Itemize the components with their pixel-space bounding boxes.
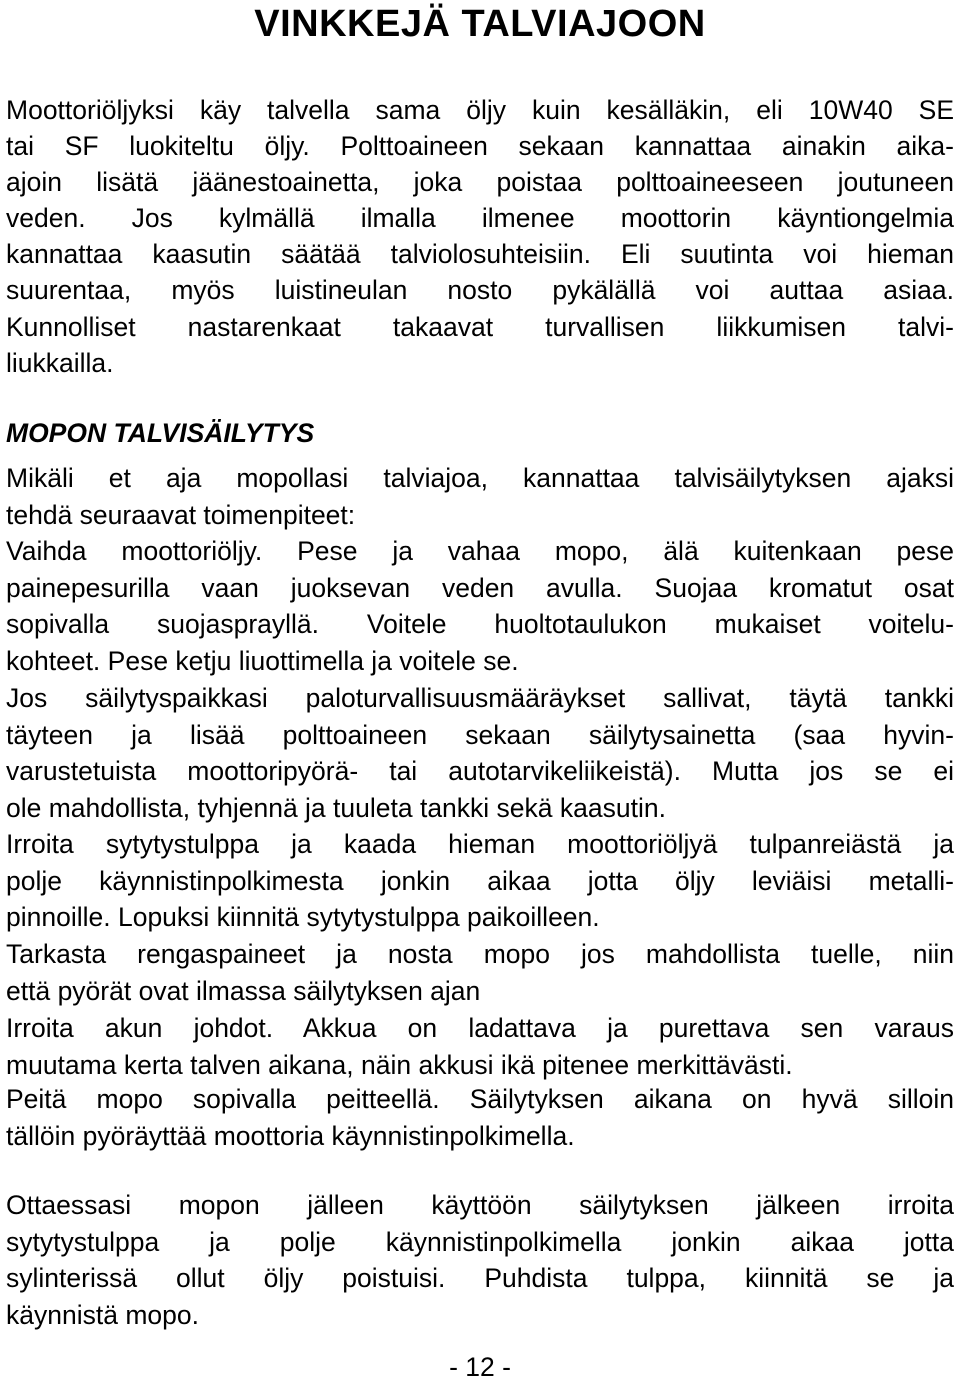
intro-line: liukkailla. xyxy=(6,347,114,378)
tire-line: Tarkasta rengaspaineet ja nosta mopo jos mahdollista tuelle, niin xyxy=(6,939,954,969)
storage-line: painepesurilla vaan juoksevan veden avulla. Suojaa kromatut osat xyxy=(6,572,954,603)
intro-line: Kunnolliset nastarenkaat takaavat turvallisen liikkumisen talvi- xyxy=(6,311,954,342)
after-line: sylinterissä ollut öljy poistuisi. Puhdista tulppa, kiinnitä se ja xyxy=(6,1263,954,1294)
tire-line: että pyörät ovat ilmassa säilytyksen ajan xyxy=(6,975,481,1006)
plug-line: polje käynnistinpolkimesta jonkin aikaa jotta öljy leviäisi metalli- xyxy=(6,865,954,896)
tank-line: varustetuista moottoripyörä- tai autotarvikeliikeistä). Mutta jos se ei xyxy=(6,756,954,787)
storage-intro-paragraph xyxy=(6,460,954,680)
plug-line: pinnoille. Lopuksi kiinnitä sytytystulppa paikoilleen. xyxy=(6,902,600,933)
intro-line: suurentaa, myös luistineulan nosto pykälällä voi auttaa asiaa. xyxy=(6,275,954,306)
fuel-tank-paragraph xyxy=(6,680,954,826)
intro-line: kannattaa kaasutin säätää talviolosuhteisiin. Eli suutinta voi hieman xyxy=(6,239,954,270)
storage-line: kohteet. Pese ketju liuottimella ja voitele se. xyxy=(6,645,519,676)
page-number: - 12 - xyxy=(449,1352,511,1382)
cover-paragraph xyxy=(6,1081,954,1154)
tire-pressure-paragraph xyxy=(6,936,954,1009)
storage-line: tehdä seuraavat toimenpiteet: xyxy=(6,499,356,530)
cover-line: Peitä mopo sopivalla peitteellä. Säilytyksen aikana on hyvä silloin xyxy=(6,1084,954,1114)
storage-line: Mikäli et aja mopollasi talviajoa, kannattaa talvisäilytyksen ajaksi xyxy=(6,463,954,493)
battery-line: Irroita akun johdot. Akkua on ladattava ja purettava sen varaus xyxy=(6,1013,954,1043)
page-title: VINKKEJÄ TALVIAJOON xyxy=(254,3,706,45)
after-line: sytytystulppa ja polje käynnistinpolkimella jonkin aikaa jotta xyxy=(6,1226,954,1257)
tank-line: Jos säilytyspaikkasi paloturvallisuusmääräykset sallivat, täytä tankki xyxy=(6,683,954,713)
intro-line: Moottoriöljyksi käy talvella sama öljy kuin kesälläkin, eli 10W40 SE xyxy=(6,95,954,125)
storage-line: Vaihda moottoriöljy. Pese ja vahaa mopo, älä kuitenkaan pese xyxy=(6,536,954,567)
battery-paragraph xyxy=(6,1010,954,1083)
battery-line: muutama kerta talven aikana, näin akkusi ikä pitenee merkittävästi. xyxy=(6,1049,793,1080)
after-line: käynnistä mopo. xyxy=(6,1299,199,1330)
spark-plug-paragraph xyxy=(6,826,954,936)
section-heading: MOPON TALVISÄILYTYS xyxy=(6,418,315,448)
intro-paragraph xyxy=(6,92,954,381)
intro-line: veden. Jos kylmällä ilmalla ilmenee moottorin käyntiongelmia xyxy=(6,203,954,234)
cover-line: tällöin pyöräyttää moottoria käynnistinpolkimella. xyxy=(6,1120,575,1151)
intro-line: tai SF luokiteltu öljy. Polttoaineen sekaan kannattaa ainakin aika- xyxy=(6,131,954,162)
after-storage-paragraph xyxy=(6,1187,954,1333)
tank-line: täyteen ja lisää polttoaineen sekaan säilytysainetta (saa hyvin- xyxy=(6,719,954,750)
tank-line: ole mahdollista, tyhjennä ja tuuleta tankki sekä kaasutin. xyxy=(6,792,666,823)
plug-line: Irroita sytytystulppa ja kaada hieman moottoriöljyä tulpanreiästä ja xyxy=(6,829,954,859)
storage-line: sopivalla suojasprayllä. Voitele huoltotaulukon mukaiset voitelu- xyxy=(6,609,954,640)
after-line: Ottaessasi mopon jälleen käyttöön säilytyksen jälkeen irroita xyxy=(6,1190,954,1220)
intro-line: ajoin lisätä jäänestoainetta, joka poistaa polttoaineeseen joutuneen xyxy=(6,167,954,198)
